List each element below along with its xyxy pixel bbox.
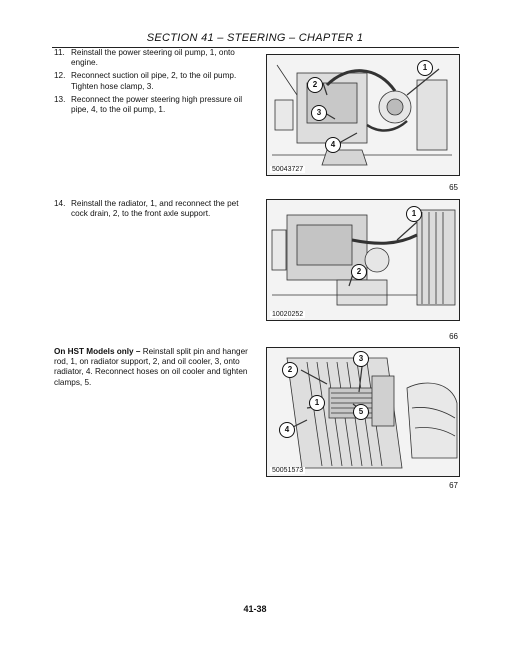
callout-2: 2 [307,77,323,93]
step-number: 11. [54,48,65,57]
callout-3: 3 [311,105,327,121]
callout-4: 4 [325,137,341,153]
step-text: Reconnect suction oil pipe, 2, to the oil pump. Tighten hose clamp, 3. [71,71,237,91]
step-11 [54,48,250,68]
figure-code: 50043727 [272,166,304,173]
figure-number: 67 [449,481,458,490]
step-number: 12. [54,71,66,81]
callout-1: 1 [406,206,422,222]
figure-number: 65 [449,183,458,192]
callout-2: 2 [282,362,298,378]
note-heading: On HST Models only – [54,347,141,356]
callout-2: 2 [351,264,367,280]
figure-67-image [266,347,460,477]
steps-block-1 [54,48,250,118]
step-text: Reinstall the radiator, 1, and reconnect the pet cock drain, 2, to the front axle support. [71,199,239,219]
figure-65-image [266,54,460,176]
step-14 [54,199,250,219]
note-text: Reinstall split pin and hanger rod, 1, on radiator support, 2, and oil cooler, 3, onto radiator, 4. Reconnect hoses on oil cooler and tighten clamps, 5. [54,347,248,387]
step-number: 13. [54,94,66,104]
step-13 [54,95,250,115]
figure-number: 66 [449,332,458,341]
callout-3: 3 [353,351,369,367]
hst-note [54,347,250,388]
step-number: 14. [54,199,66,208]
callout-1: 1 [309,395,325,411]
callout-4: 4 [279,422,295,438]
step-12 [54,71,250,91]
step-text: Reinstall the power steering oil pump, 1, onto engine. [71,48,235,68]
step-text: Reconnect the power steering high pressure oil pipe, 4, to the oil pump, 1. [71,94,243,115]
steps-block-2 [54,199,250,222]
callout-5: 5 [353,404,369,420]
figure-code: 10020252 [272,311,304,318]
page-number: 41-38 [243,604,267,614]
radiator-illustration [267,200,459,320]
section-header: SECTION 41 – STEERING – CHAPTER 1 [146,32,364,44]
callout-1: 1 [417,60,433,76]
figure-code: 50051573 [272,467,304,474]
figure-66-image [266,199,460,321]
